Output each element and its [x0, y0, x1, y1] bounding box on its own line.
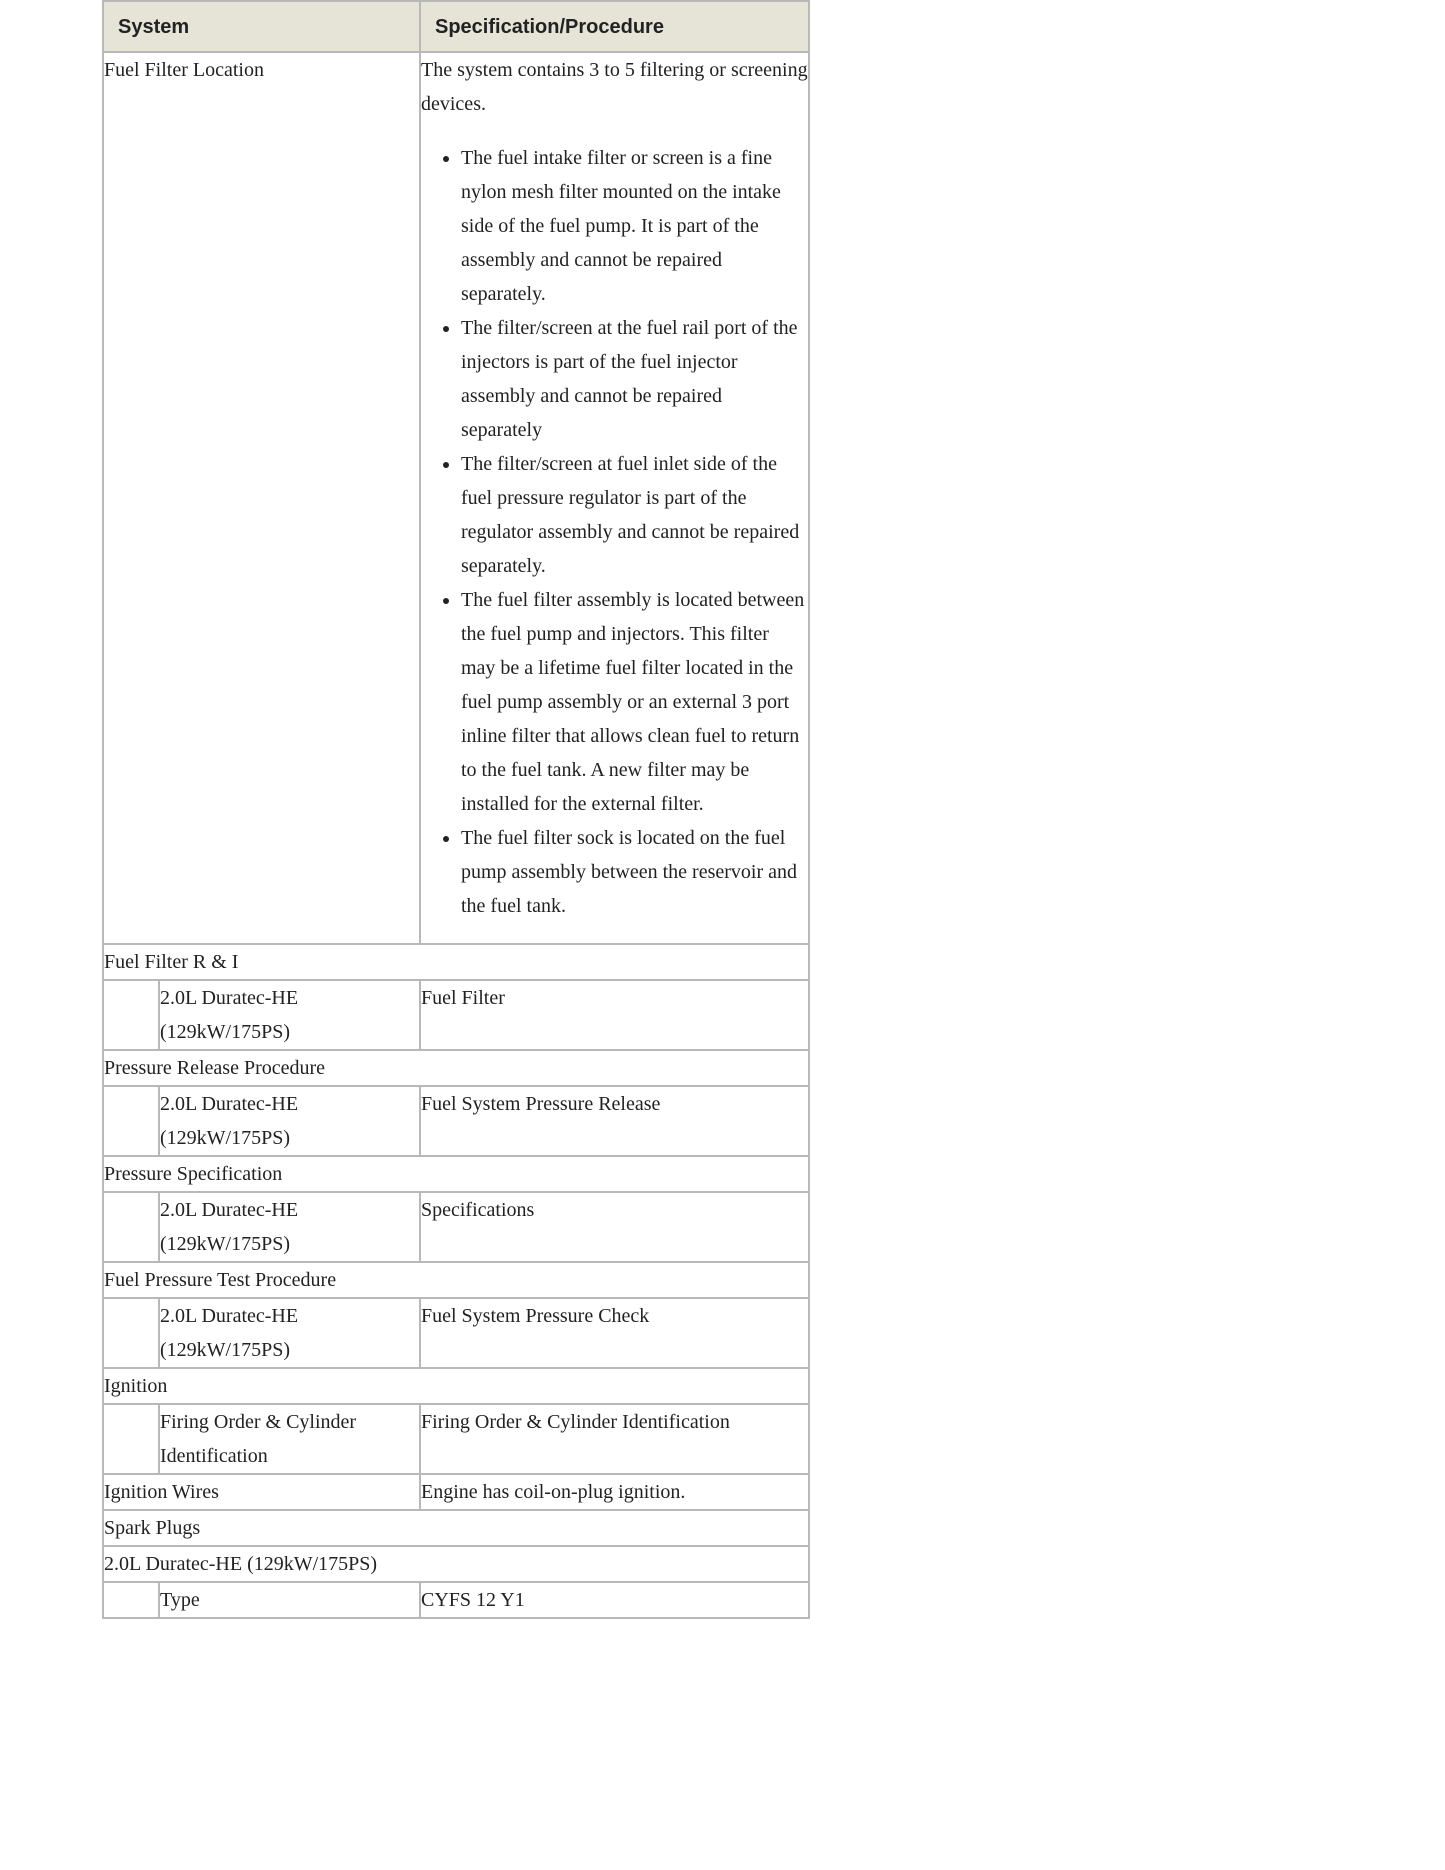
- spark-plug-type-label: Type: [159, 1582, 420, 1618]
- fuel-filter-location-label: Fuel Filter Location: [103, 52, 420, 944]
- section-ignition: Ignition: [103, 1368, 809, 1404]
- fuel-filter-location-description: [420, 52, 809, 944]
- firing-order-label: Firing Order & Cylinder Identification: [159, 1404, 420, 1474]
- table-row: [103, 1298, 809, 1368]
- section-row: [103, 1546, 809, 1582]
- section-spark-plugs: Spark Plugs: [103, 1510, 809, 1546]
- indent-cell: [103, 980, 159, 1050]
- specification-table: [102, 0, 810, 1619]
- spark-plugs-engine: 2.0L Duratec-HE (129kW/175PS): [103, 1546, 809, 1582]
- spark-plug-type-value: CYFS 12 Y1: [420, 1582, 809, 1618]
- table-row: [103, 1404, 809, 1474]
- list-item: • The fuel filter assembly is located between the fuel pump and injectors. This filter may be a lifetime fuel filter located in the fuel pump assembly or an external 3 port inline filter that allows clean fuel to return to the fuel tank. A new filter may be installed for the external filter.: [461, 583, 808, 821]
- indent-cell: [103, 1404, 159, 1474]
- engine-label: 2.0L Duratec-HE (129kW/175PS): [159, 980, 420, 1050]
- table-row: [103, 1474, 809, 1510]
- section-row: [103, 1156, 809, 1192]
- header-spec: Specification/Procedure: [420, 1, 809, 52]
- list-item: • The filter/screen at fuel inlet side of the fuel pressure regulator is part of the regulator assembly and cannot be repaired separately.: [461, 447, 808, 583]
- section-fuel-pressure-test: Fuel Pressure Test Procedure: [103, 1262, 809, 1298]
- list-item: • The fuel filter sock is located on the fuel pump assembly between the reservoir and the fuel tank.: [461, 821, 808, 923]
- specifications-link[interactable]: Specifications: [420, 1192, 809, 1262]
- section-pressure-release: Pressure Release Procedure: [103, 1050, 809, 1086]
- indent-cell: [103, 1582, 159, 1618]
- indent-cell: [103, 1086, 159, 1156]
- fuel-filter-intro: The system contains 3 to 5 filtering or screening devices.: [421, 59, 808, 115]
- pressure-check-link[interactable]: Fuel System Pressure Check: [420, 1298, 809, 1368]
- indent-cell: [103, 1192, 159, 1262]
- section-row: [103, 1050, 809, 1086]
- indent-cell: [103, 1298, 159, 1368]
- section-row: [103, 1262, 809, 1298]
- fuel-filter-bullet-list: [421, 141, 808, 923]
- section-fuel-filter-ri: Fuel Filter R & I: [103, 944, 809, 980]
- ignition-wires-label: Ignition Wires: [103, 1474, 420, 1510]
- section-row: [103, 1510, 809, 1546]
- list-item: • The filter/screen at the fuel rail port of the injectors is part of the fuel injector assembly and cannot be repaired separately: [461, 311, 808, 447]
- engine-label: 2.0L Duratec-HE (129kW/175PS): [159, 1086, 420, 1156]
- engine-label: 2.0L Duratec-HE (129kW/175PS): [159, 1192, 420, 1262]
- section-row: [103, 1368, 809, 1404]
- table-row: [103, 1086, 809, 1156]
- engine-label: 2.0L Duratec-HE (129kW/175PS): [159, 1298, 420, 1368]
- firing-order-link[interactable]: Firing Order & Cylinder Identification: [420, 1404, 809, 1474]
- pressure-release-link[interactable]: Fuel System Pressure Release: [420, 1086, 809, 1156]
- table-row: [103, 1582, 809, 1618]
- header-system: System: [103, 1, 420, 52]
- table-row: [103, 52, 809, 944]
- table-row: [103, 980, 809, 1050]
- table-header-row: [103, 1, 809, 52]
- section-row: [103, 944, 809, 980]
- ignition-wires-value: Engine has coil-on-plug ignition.: [420, 1474, 809, 1510]
- table-row: [103, 1192, 809, 1262]
- fuel-filter-link[interactable]: Fuel Filter: [420, 980, 809, 1050]
- section-pressure-specification: Pressure Specification: [103, 1156, 809, 1192]
- list-item: • The fuel intake filter or screen is a fine nylon mesh filter mounted on the intake side of the fuel pump. It is part of the assembly and cannot be repaired separately.: [461, 141, 808, 311]
